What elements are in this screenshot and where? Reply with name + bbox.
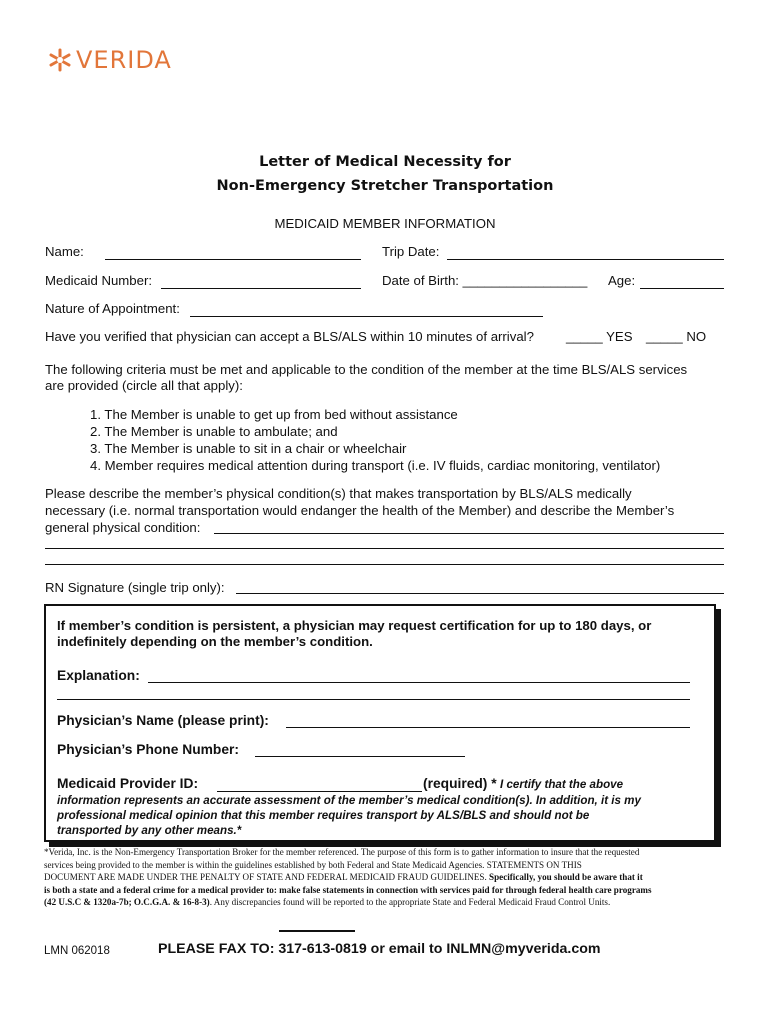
name-field[interactable] [105,247,361,260]
name-label: Name: [45,244,84,259]
age-label: Age: [608,273,636,288]
criteria-intro-line1: The following criteria must be met and applicable to the condition of the member at the time BLS/ALS services [45,362,688,377]
certify-line3: professional medical opinion that this member requires transport by ALS/BLS and should not be [57,809,590,822]
description-field-line[interactable] [45,564,724,565]
section-header: MEDICAID MEMBER INFORMATION [274,216,496,231]
no-option[interactable]: _____ NO [646,329,707,344]
physician-name-label: Physician’s Name (please print): [57,713,269,728]
explanation-field-line2[interactable] [57,699,690,700]
date-of-birth-field[interactable]: Date of Birth: _________________ [382,273,588,288]
document-title-line2: Non-Emergency Stretcher Transportation [216,178,554,194]
rn-signature-field[interactable] [236,593,724,594]
disclaimer-line5 [44,896,734,909]
disclaimer-line5b: . Any discrepancies found will be reported to the appropriate State and Federal Medicaid Fraud Control Units. [209,897,611,907]
provider-id-label: Medicaid Provider ID: [57,776,199,791]
certify-line1: I certify that the above [500,778,624,791]
describe-line2: necessary (i.e. normal transportation would endanger the health of the Member) and describe the Member’s [45,503,675,518]
criteria-intro-line2: are provided (circle all that apply): [45,378,243,393]
asterisk-star-icon [48,48,72,72]
fax-prefix: PLEASE FAX TO [158,941,270,957]
disclaimer-line3 [44,871,734,884]
criteria-item[interactable]: 3. The Member is unable to sit in a chair or wheelchair [90,441,407,456]
explanation-label: Explanation: [57,668,140,683]
disclaimer-line4: is both a state and a federal crime for a medical provider to: make false statements in connection with services paid for through federal health care programs [44,884,652,895]
fraud-disclaimer [44,846,734,909]
criteria-item[interactable]: 1. The Member is unable to get up from bed without assistance [90,407,458,422]
physician-phone-field[interactable] [255,756,465,757]
nature-of-appointment-label: Nature of Appointment: [45,301,180,316]
criteria-item[interactable]: 4. Member requires medical attention during transport (i.e. IV fluids, cardiac monitoring, ventilator) [90,458,661,473]
description-field-line[interactable] [45,548,724,549]
verida-logo [48,46,172,74]
trip-date-field[interactable] [447,247,724,260]
describe-line3: general physical condition: [45,520,201,535]
disclaimer-line2: services being provided to the member is within the guidelines established by both Federal and State Medicaid Agencies. STATEMENTS ON THIS [44,859,582,870]
disclaimer-line5a: (42 U.S.C & 1320a-7b; O.C.G.A. & 16-8-3) [44,897,210,907]
form-code: LMN 062018 [44,945,110,957]
fax-instructions [158,941,601,957]
medicaid-number-label: Medicaid Number: [45,273,153,288]
persistent-note-line2: indefinitely depending on the member’s condition. [57,634,373,649]
fax-contact[interactable]: : 317-613-0819 or email to INLMN@myverida.com [269,941,601,957]
required-note: (required) * [423,776,497,791]
rn-signature-label: RN Signature (single trip only): [45,580,225,595]
criteria-item[interactable]: 2. The Member is unable to ambulate; and [90,424,338,439]
yes-option[interactable]: _____ YES [566,329,633,344]
medicaid-number-field[interactable] [161,276,361,289]
persistent-note-line1: If member’s condition is persistent, a physician may request certification for up to 180 days, or [57,618,652,633]
disclaimer-line3b: Specifically, you should be aware that it [489,872,643,882]
physician-phone-label: Physician’s Phone Number: [57,742,239,757]
logo-text: VERIDA [76,46,172,74]
description-field-line[interactable] [214,533,724,534]
describe-line1: Please describe the member’s physical condition(s) that makes transportation by BLS/ALS medically [45,486,632,501]
certify-line2: information represents an accurate assessment of the member’s medical condition(s). In addition, it is my [57,794,641,807]
disclaimer-line1: *Verida, Inc. is the Non-Emergency Transportation Broker for the member referenced. The purpose of this form is to gather information to insure that the requested [44,847,640,857]
age-field[interactable] [640,276,724,289]
nature-of-appointment-field[interactable] [190,304,543,317]
explanation-field[interactable] [148,682,690,683]
footer-rule [279,930,355,932]
disclaimer-line3a: DOCUMENT ARE MADE UNDER THE PENALTY OF STATE AND FEDERAL MEDICAID FRAUD GUIDELINES. [44,872,490,882]
trip-date-label: Trip Date: [382,244,440,259]
physician-name-field[interactable] [286,727,690,728]
provider-id-field[interactable] [217,791,422,792]
certify-line4: transported by any other means.* [57,824,242,837]
document-title-line1: Letter of Medical Necessity for [259,154,511,170]
verify-physician-question: Have you verified that physician can accept a BLS/ALS within 10 minutes of arrival? [45,329,534,344]
